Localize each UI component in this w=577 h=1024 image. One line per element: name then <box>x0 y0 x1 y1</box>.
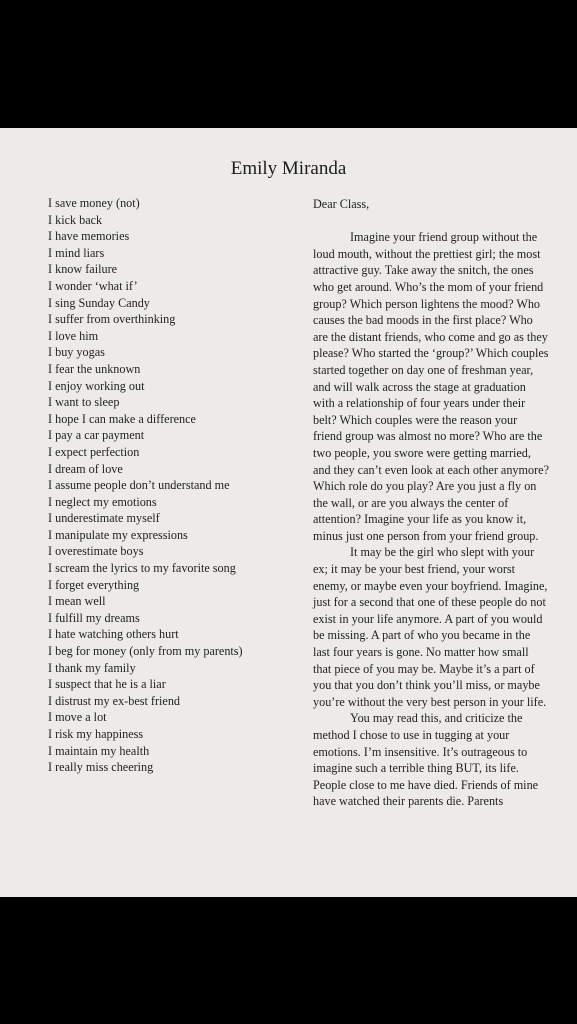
list-item: I risk my happiness <box>48 727 144 741</box>
list-item: I save money (not) <box>48 196 140 210</box>
letter-paragraph: You may read this, and criticize the method I chose to use in tugging at your emotions. I’m insensitive. It’s outrageous to imagine such a terrible thing BUT, its life. People close to me have died. Friends of mine have watched their parents die. Parents <box>313 711 539 809</box>
letter-salutation: Dear Class, <box>313 197 370 211</box>
list-item: I want to sleep <box>48 395 120 410</box>
page-title: Emily Miranda <box>230 158 347 179</box>
list-item: I neglect my emotions <box>48 494 157 509</box>
list-item: I buy yogas <box>48 345 105 360</box>
letter-paragraph: Imagine your friend group without the loud mouth, without the prettiest girl; the most attractive guy. Take away the snitch, the ones who get around. Who’s the mom of your friend group? Which person lightens the mood? Who causes the bad moods in the first place? Who are the distant friends, who come and go as they please? Who started the ‘group?’ Which couples started together on day one of freshman year, and will walk across the stage at graduation with a relationship of four years under their belt? Which couples were the reason your friend group was almost no more? Who are the two people, you swore were getting married, and they can’t even look at each other anymore? Which role do you play? Are you just a fly on the wall, or are you always the center of attention? Imagine your life as you know it, minus just one person from your friend group. <box>313 230 549 543</box>
list-item: I fear the unknown <box>48 361 141 376</box>
letter-body <box>313 196 549 810</box>
list-item: I forget everything <box>48 577 140 592</box>
list-item: I fulfill my dreams <box>48 610 140 625</box>
list-item: I have memories <box>48 229 130 244</box>
letter-paragraphs <box>313 229 549 810</box>
list-item: I pay a car payment <box>48 428 145 443</box>
list-item: I sing Sunday Candy <box>48 295 150 310</box>
list-item: I enjoy working out <box>48 378 145 393</box>
list-item: I suspect that he is a liar <box>48 677 166 692</box>
list-item: I wonder ‘what if’ <box>48 278 138 293</box>
list-item: I scream the lyrics to my favorite song <box>48 561 236 576</box>
list-item: I beg for money (only from my parents) <box>48 644 243 659</box>
list-item: I suffer from overthinking <box>48 312 176 327</box>
list-item: I mind liars <box>48 245 105 260</box>
list-item: I assume people don’t understand me <box>48 478 230 493</box>
list-item: I overestimate boys <box>48 544 144 559</box>
list-item: I hate watching others hurt <box>48 627 179 642</box>
list-item: I kick back <box>48 212 103 227</box>
list-item: I distrust my ex-best friend <box>48 693 181 708</box>
i-statements-list <box>48 195 300 776</box>
list-item: I love him <box>48 328 99 343</box>
list-item: I maintain my health <box>48 743 150 758</box>
list-item: I expect perfection <box>48 444 140 459</box>
list-item: I manipulate my expressions <box>48 527 188 542</box>
letter-paragraph: It may be the girl who slept with your ex; it may be your best friend, your worst enemy, or maybe even your boyfriend. Imagine, just for a second that one of these people do not exist in your life anymore. A part of you would be missing. A part of who you became in the last four years is gone. No matter how small that piece of you may be. Maybe it’s a part of you that you don’t think you’ll miss, or maybe you’re without the very best person in your life. <box>313 545 548 709</box>
list-item: I know failure <box>48 262 118 277</box>
paper-page <box>0 128 577 897</box>
list-item: I hope I can make a difference <box>48 411 196 426</box>
list-item: I underestimate myself <box>48 511 160 526</box>
list-item: I thank my family <box>48 660 136 675</box>
list-item: I move a lot <box>48 710 107 725</box>
list-item: I mean well <box>48 594 106 609</box>
list-item: I really miss cheering <box>48 760 154 775</box>
list-item: I dream of love <box>48 461 123 476</box>
